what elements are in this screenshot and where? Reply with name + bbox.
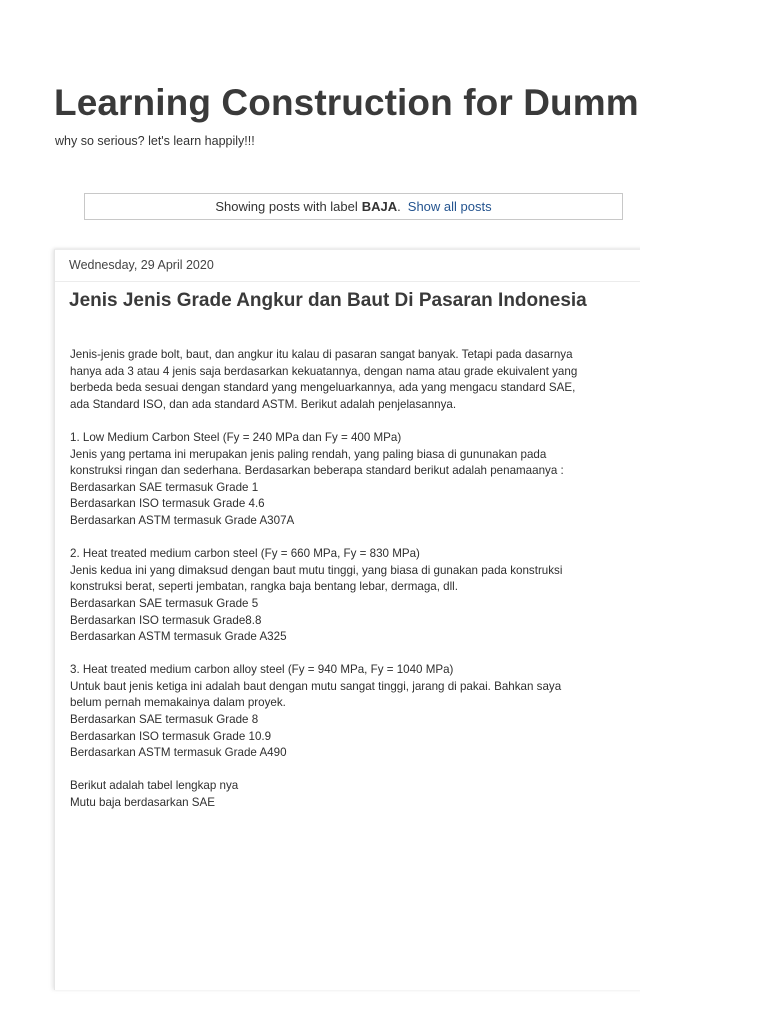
post-body-blank-line <box>70 413 630 430</box>
post-body-line: hanya ada 3 atau 4 jenis saja berdasarkan kekuatannya, dengan nama atau grade ekuivalent yang <box>70 364 578 378</box>
post-body-line: Berdasarkan ISO termasuk Grade8.8 <box>70 613 262 627</box>
post-body-line: Berdasarkan SAE termasuk Grade 5 <box>70 596 259 610</box>
blog-description: why so serious? let's learn happily!!! <box>55 134 255 148</box>
post-body-line: ada Standard ISO, dan ada standard ASTM. Berikut adalah penjelasannya. <box>70 397 457 411</box>
post-body-line: 3. Heat treated medium carbon alloy steel (Fy = 940 MPa, Fy = 1040 MPa) <box>70 663 454 677</box>
blog-title[interactable]: Learning Construction for Dumm <box>54 82 639 123</box>
post-body-line: Berdasarkan ISO termasuk Grade 4.6 <box>70 497 265 511</box>
post-body-line: Berdasarkan SAE termasuk Grade 1 <box>70 480 259 494</box>
post-body-line: Berdasarkan ASTM termasuk Grade A325 <box>70 630 287 644</box>
post-body <box>70 347 630 812</box>
label-status-message <box>84 193 623 220</box>
post-body-blank-line <box>70 646 630 663</box>
status-label: BAJA <box>361 199 398 214</box>
post-body-line: Mutu baja berdasarkan SAE <box>70 796 216 810</box>
post-body-line: Berikut adalah tabel lengkap nya <box>70 779 239 793</box>
post-body-line: Jenis-jenis grade bolt, baut, dan angkur itu kalau di pasaran sangat banyak. Tetapi pada dasarnya <box>70 348 573 361</box>
post-body-line: 1. Low Medium Carbon Steel (Fy = 240 MPa dan Fy = 400 MPa) <box>70 430 402 444</box>
post-body-line: konstruksi ringan dan sederhana. Berdasarkan beberapa standard berikut adalah penamaanya : <box>70 464 564 478</box>
post-body-line: Jenis yang pertama ini merupakan jenis paling rendah, yang paling biasa di gununakan pada <box>70 447 547 461</box>
status-prefix: Showing posts with label <box>215 199 358 214</box>
post-body-line: 2. Heat treated medium carbon steel (Fy = 660 MPa, Fy = 830 MPa) <box>70 547 420 561</box>
post-body-line: Berdasarkan ISO termasuk Grade 10.9 <box>70 729 272 743</box>
post-body-line: Jenis kedua ini yang dimaksud dengan baut mutu tinggi, yang biasa di gunakan pada konstruksi <box>70 563 563 577</box>
post-date-divider <box>55 281 640 282</box>
show-all-posts-link[interactable]: Show all posts <box>407 199 492 214</box>
post-body-line: Berdasarkan ASTM termasuk Grade A490 <box>70 746 287 760</box>
post-date: Wednesday, 29 April 2020 <box>69 258 214 272</box>
post-card <box>54 249 640 990</box>
post-body-line: Berdasarkan SAE termasuk Grade 8 <box>70 713 259 727</box>
status-period: . <box>397 199 401 214</box>
post-title[interactable]: Jenis Jenis Grade Angkur dan Baut Di Pasaran Indonesia <box>69 290 587 311</box>
post-body-line: berbeda beda sesuai dengan standard yang mengeluarkannya, ada yang mengacu standard SAE, <box>70 381 576 395</box>
post-body-blank-line <box>70 762 630 779</box>
post-body-blank-line <box>70 530 630 547</box>
post-body-line: belum pernah memakainya dalam proyek. <box>70 696 286 710</box>
post-body-line: Berdasarkan ASTM termasuk Grade A307A <box>70 513 295 527</box>
post-body-line: Untuk baut jenis ketiga ini adalah baut dengan mutu sangat tinggi, jarang di pakai. Bahkan saya <box>70 679 562 693</box>
post-body-line: konstruksi berat, seperti jembatan, rangka baja bentang lebar, dermaga, dll. <box>70 580 458 594</box>
